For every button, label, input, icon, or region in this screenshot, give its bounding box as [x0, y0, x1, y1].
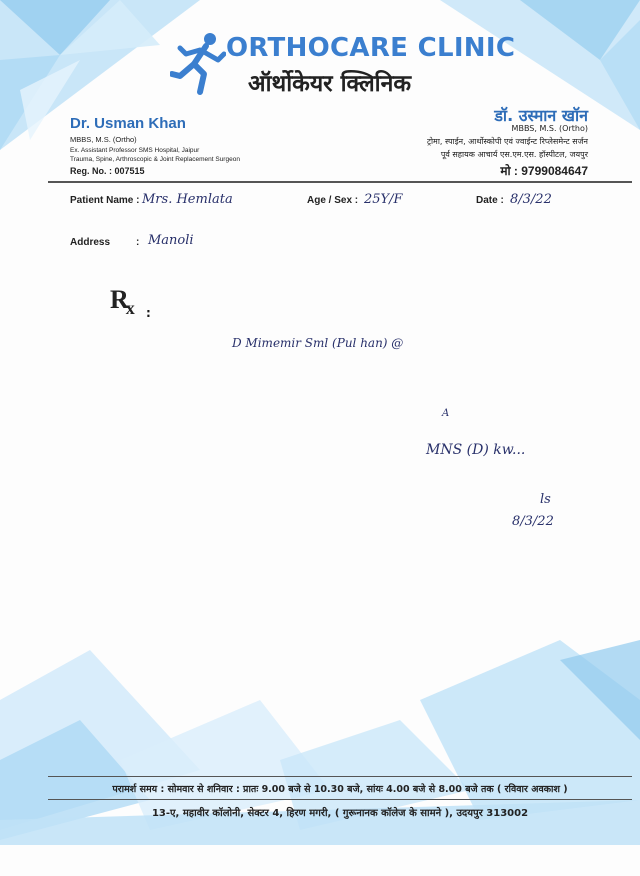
- doctor-name-hi: डॉ. उस्मान खॉन: [494, 106, 588, 125]
- running-figure-icon: [170, 30, 226, 100]
- address-colon: :: [136, 237, 140, 248]
- patient-name-value: Mrs. Hemlata: [142, 192, 233, 207]
- doctor-mobile: मो : 9799084647: [500, 164, 588, 178]
- doctor-line1-en: Ex. Assistant Professor SMS Hospital, Jaipur: [70, 147, 200, 154]
- rx-colon: :: [146, 306, 151, 320]
- date-value: 8/3/22: [510, 192, 552, 207]
- doctor-line2-en: Trauma, Spine, Arthroscopic & Joint Replacement Surgeon: [70, 156, 240, 163]
- prescription-line-1: D Mimemir Sml (Pul han) @: [232, 336, 404, 350]
- footer-divider-bottom: [48, 799, 632, 800]
- signature-date: 8/3/22: [512, 514, 554, 529]
- age-sex-value: 25Y/F: [364, 192, 403, 207]
- consultation-timings: परामर्श समय : सोमवार से शनिवार : प्रातः 9.00 बजे से 10.30 बजे, सांयः 4.00 बजे से 8.00 बजे तक ( रविवार अवकाश ): [112, 784, 568, 795]
- doctor-name-en: Dr. Usman Khan: [70, 115, 186, 132]
- registration-number: Reg. No. : 007515: [70, 166, 145, 176]
- prescription-mark: A: [442, 408, 450, 419]
- address-label: Address: [70, 237, 111, 248]
- rx-symbol: $R_x$: [110, 285, 135, 318]
- clinic-name-hi: ऑर्थोकेयर क्लिनिक: [248, 71, 412, 97]
- clinic-address: 13-ए, महावीर कॉलोनी, सेक्टर 4, हिरण मगरी, ( गुरूनानक कॉलेज के सामने ), उदयपुर 313002: [151, 808, 529, 819]
- prescription-line-2: MNS (D) kw...: [426, 442, 526, 458]
- doctor-line2-hi: पूर्व सहायक आचार्य एस.एम.एस. हॉस्पीटल, जयपुर: [440, 150, 588, 159]
- doctor-degree-hi: MBBS, M.S. (Ortho): [511, 124, 588, 133]
- patient-name-label: Patient Name :: [70, 195, 140, 206]
- doctor-line1-hi: ट्रोमा, स्पाईन, आर्थोस्कोपी एवं ज्वाईन्ट रिप्लेसमेन्ट सर्जन: [426, 137, 588, 146]
- doctor-initials: ls: [540, 492, 551, 507]
- doctor-degree-en: MBBS, M.S. (Ortho): [70, 135, 137, 144]
- footer-divider-top: [48, 776, 632, 777]
- header-divider: [48, 181, 632, 183]
- clinic-name-en: ORTHOCARE CLINIC: [226, 33, 516, 63]
- age-sex-label: Age / Sex :: [307, 195, 359, 206]
- address-value: Manoli: [148, 233, 194, 248]
- date-label: Date :: [476, 195, 504, 206]
